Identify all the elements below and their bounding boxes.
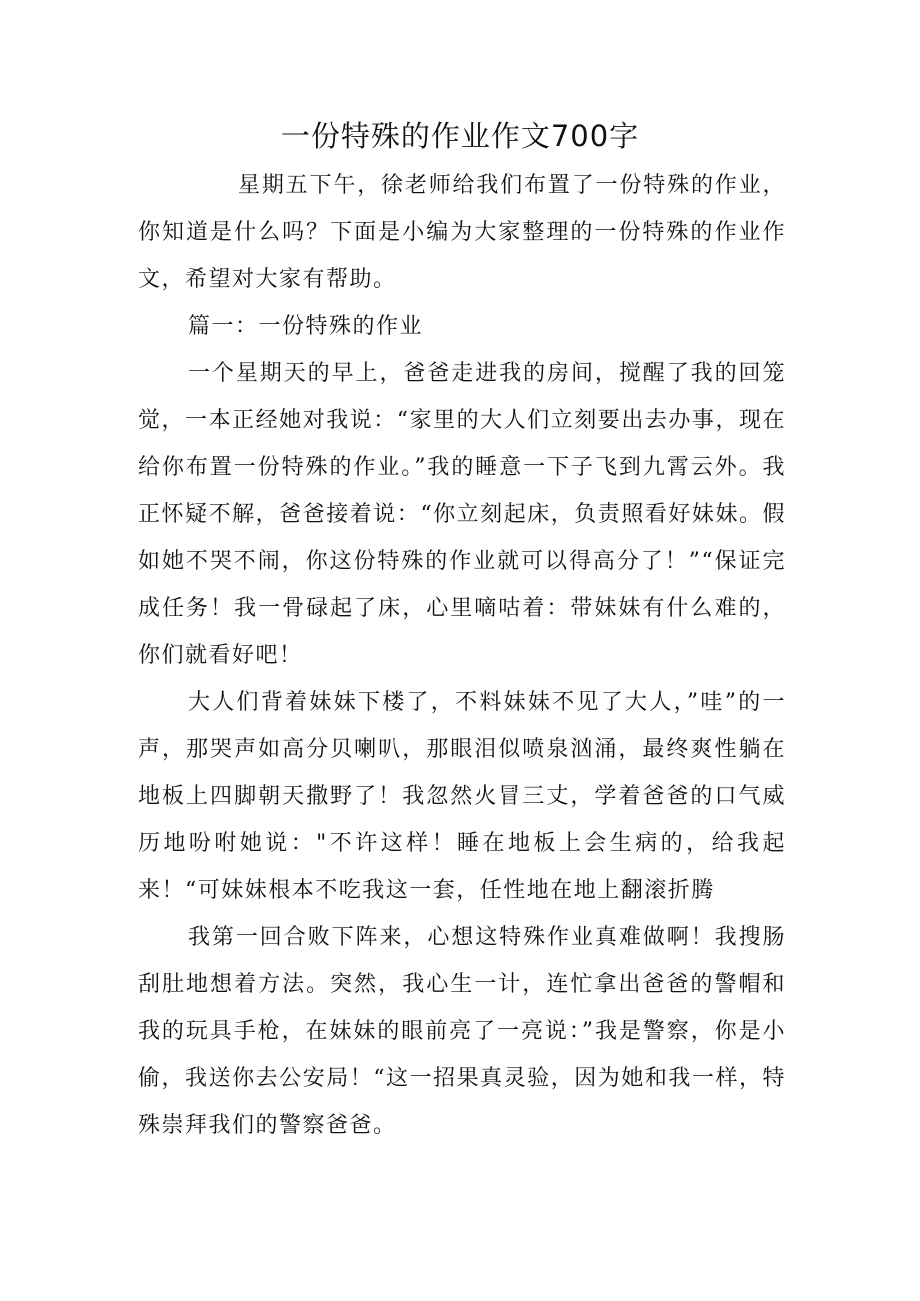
intro-paragraph: 星期五下午，徐老师给我们布置了一份特殊的作业，你知道是什么吗？下面是小编为大家整理的一份特殊的作业作文，希望对大家有帮助。 [138,173,786,292]
body-paragraph: 我第一回合败下阵来，心想这特殊作业真难做啊！我搜肠刮肚地想着方法。突然，我心生一计，连忙拿出爸爸的警帽和我的玩具手枪，在妹妹的眼前亮了一亮说：”我是警察，你是小偷，我送你去公安局！“这一招果真灵验，因为她和我一样，特殊崇拜我们的警察爸爸。 [138,925,786,1138]
document-body [138,162,786,1149]
document-title: 一份特殊的作业作文700字 [280,119,640,153]
body-paragraph: 一个星期天的早上，爸爸走进我的房间，搅醒了我的回笼觉，一本正经她对我说：“家里的大人们立刻要出去办事，现在给你布置一份特殊的作业。”我的睡意一下子飞到九霄云外。我正怀疑不解，爸爸接着说：“你立刻起床，负责照看好妹妹。假如她不哭不闹，你这份特殊的作业就可以得高分了！”“保证完成任务！我一骨碌起了床，心里嘀咕着：带妹妹有什么难的，你们就看好吧！ [138,361,786,668]
section-heading: 篇一：一份特殊的作业 [188,314,424,339]
body-paragraph: 大人们背着妹妹下楼了，不料妹妹不见了大人，”哇”的一声，那哭声如高分贝喇叭，那眼泪似喷泉汹涌，最终爽性躺在地板上四脚朝天撒野了！我忽然火冒三丈，学着爸爸的口气威历地吩咐她说："不许这样！睡在地板上会生病的，给我起来！“可妹妹根本不吃我这一套，任性地在地上翻滚折腾 [138,690,786,903]
